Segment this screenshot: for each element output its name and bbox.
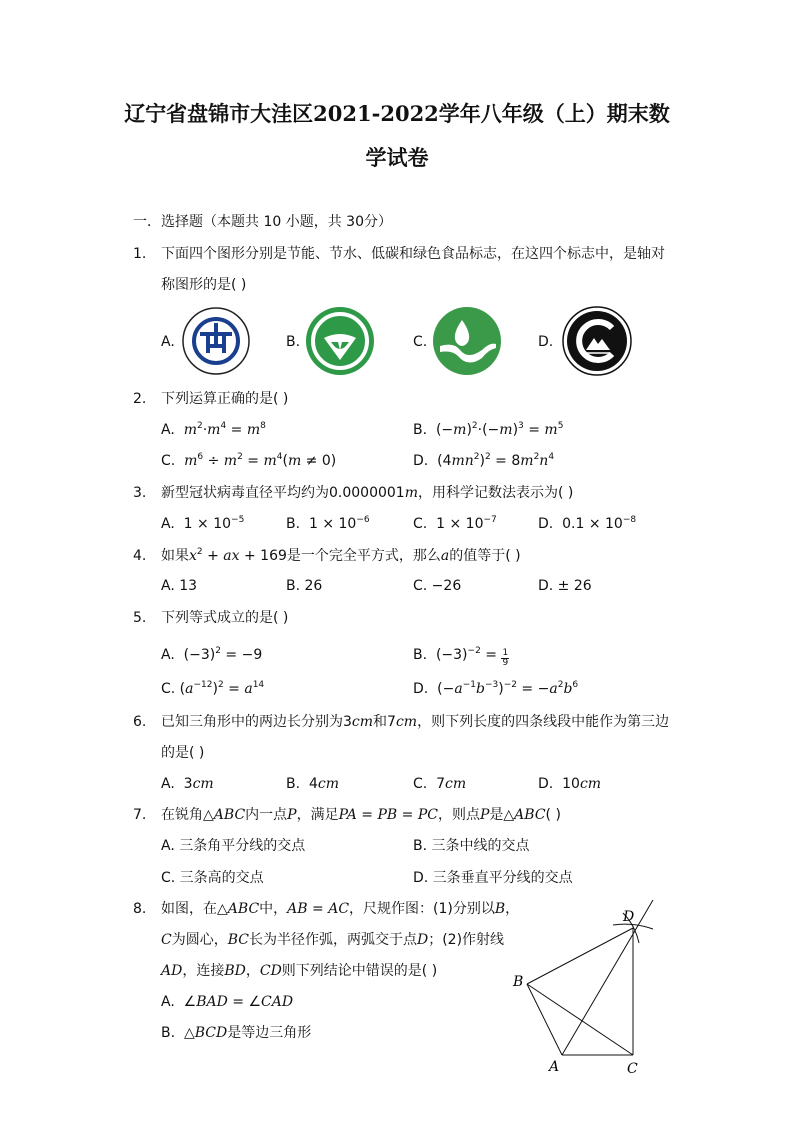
q5-number: 5.: [133, 610, 147, 626]
q4-option-c: C. −26: [413, 578, 462, 594]
q3-option-d: D. $0.1 \times 10^{-8}$: [538, 515, 637, 532]
q7-stem: 在锐角△ABC内一点P，满足PA = PB = PC，则点P是△ABC( ): [161, 807, 561, 823]
q7-option-c: C. 三条高的交点: [161, 870, 264, 886]
q2-option-c: C. $m^6 \div m^2 = m^4(m \ne 0)$: [161, 452, 337, 469]
q6-option-d: D. 10cm: [538, 776, 602, 792]
q5-option-d: D. $(-a^{-1}b^{-3})^{-2} = -a^2b^6$: [413, 680, 579, 697]
page-title-line1: 辽宁省盘锦市大洼区2021-2022学年八年级（上）期末数: [124, 101, 670, 126]
q1-option-b-label: B.: [286, 334, 301, 350]
q6-stem-line1: 已知三角形中的两边长分别为3cm和7cm，则下列长度的四条线段中能作为第三边: [161, 714, 670, 730]
segment-bd: [527, 928, 633, 984]
low-carbon-logo-icon: [562, 306, 632, 376]
label-c: C: [627, 1061, 638, 1077]
q1-stem-line2: 称图形的是( ): [161, 277, 247, 293]
q4-number: 4.: [133, 548, 147, 564]
energy-saving-logo-icon: [181, 306, 251, 376]
q5-stem: 下列等式成立的是( ): [161, 610, 289, 626]
label-a: A: [549, 1059, 560, 1075]
q5-option-c: C. $(a^{-12})^2 = a^{14}$: [161, 680, 265, 697]
q3-option-b: B. $1 \times 10^{-6}$: [286, 515, 370, 532]
q1-number: 1.: [133, 246, 147, 262]
q6-option-c: C. 7cm: [413, 776, 467, 792]
q8-number: 8.: [133, 901, 147, 917]
q8-stem-line2: C为圆心，BC长为半径作弧，两弧交于点D；(2)作射线: [161, 932, 505, 948]
q2-option-d: D. $(4mn^2)^2 = 8m^2n^4$: [413, 452, 555, 469]
q8-option-b: B. △BCD是等边三角形: [161, 1025, 312, 1041]
segment-ab: [527, 984, 562, 1055]
q7-option-a: A. 三条角平分线的交点: [161, 838, 306, 854]
q5-option-a: A. $(-3)^2 = -9$: [161, 646, 263, 663]
q8-stem-line1: 如图，在△ABC中，AB = AC，尺规作图：(1)分别以B，: [161, 901, 520, 917]
q1-option-c-label: C.: [413, 334, 428, 350]
q4-option-b: B. 26: [286, 578, 323, 594]
q1-option-d-label: D.: [538, 334, 554, 350]
q3-number: 3.: [133, 485, 147, 501]
q7-number: 7.: [133, 807, 147, 823]
green-food-logo-icon: [305, 306, 375, 376]
section-heading: 一．选择题（本题共 10 小题，共 30分）: [133, 214, 392, 230]
q8-geometry-figure: [505, 895, 665, 1080]
q2-stem: 下列运算正确的是( ): [161, 391, 289, 407]
q4-option-d: D. ± 26: [538, 578, 592, 594]
segment-bc: [527, 984, 633, 1055]
q6-stem-line2: 的是( ): [161, 745, 205, 761]
q2-number: 2.: [133, 391, 147, 407]
water-saving-logo-icon: [432, 306, 502, 376]
q1-stem-line1: 下面四个图形分别是节能、节水、低碳和绿色食品标志，在这四个标志中，是轴对: [161, 246, 665, 262]
q6-option-a: A. 3cm: [161, 776, 214, 792]
page-title-line2: 学试卷: [365, 145, 429, 170]
ray-ad: [562, 900, 653, 1055]
q3-option-c: C. $1 \times 10^{-7}$: [413, 515, 497, 532]
q4-option-a: A. 13: [161, 578, 198, 594]
q7-option-b: B. 三条中线的交点: [413, 838, 530, 854]
q1-option-a-label: A.: [161, 334, 175, 350]
label-b: B: [513, 974, 524, 990]
q3-option-a: A. $1 \times 10^{-5}$: [161, 515, 245, 532]
q5-option-b: B. $(-3)^{-2}$ = $\frac{1}{9}$: [413, 646, 509, 668]
q2-option-a: A. $m^2\cdot m^4 = m^8$: [161, 421, 266, 438]
label-d: D: [623, 909, 635, 925]
q6-number: 6.: [133, 714, 147, 730]
q6-option-b: B. 4cm: [286, 776, 339, 792]
q3-stem: 新型冠状病毒直径平均约为0.0000001m，用科学记数法表示为( ): [161, 485, 574, 501]
q7-option-d: D. 三条垂直平分线的交点: [413, 870, 573, 886]
q8-stem-line3: AD，连接BD，CD则下列结论中错误的是( ): [161, 963, 438, 979]
q8-option-a: A. ∠BAD = ∠CAD: [161, 994, 294, 1010]
q4-stem: 如果$x^2$ + ax + 169是一个完全平方式，那么a的值等于( ): [161, 547, 521, 564]
q2-option-b: B. $(-m)^2\cdot(-m)^3 = m^5$: [413, 421, 564, 438]
